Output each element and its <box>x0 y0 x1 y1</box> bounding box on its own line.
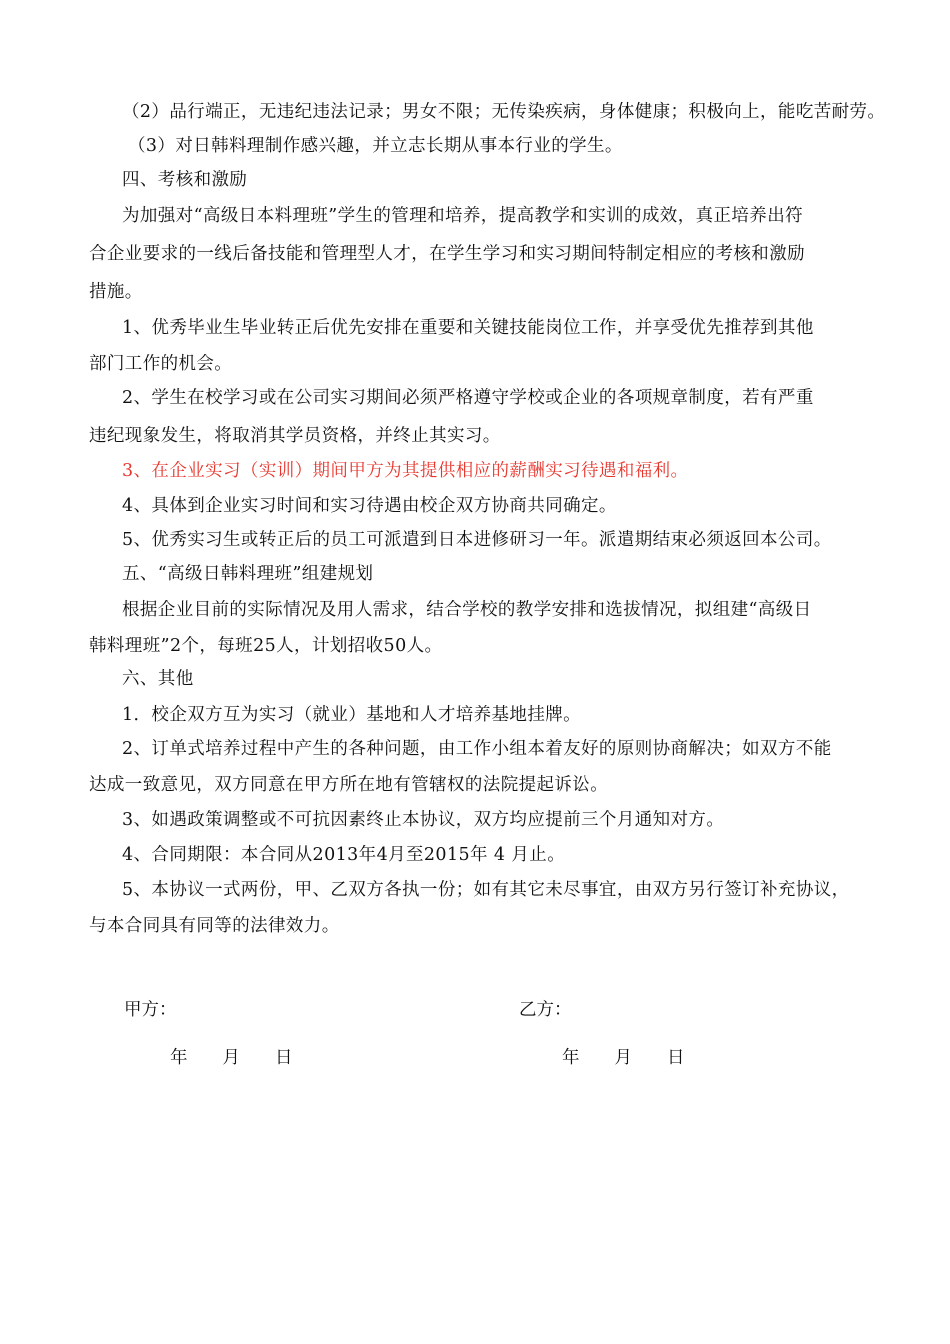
requirement-2: （2）品行端正，无违纪违法记录；男女不限；无传染疾病，身体健康；积极向上，能吃苦耐劳。 <box>122 102 886 122</box>
other-item-3: 3、如遇政策调整或不可抗因素终止本协议，双方均应提前三个月通知对方。 <box>122 810 725 830</box>
paragraph-line: 合企业要求的一线后备技能和管理型人才，在学生学习和实习期间特制定相应的考核和激励 <box>89 244 805 264</box>
paragraph-line: 达成一致意见，双方同意在甲方所在地有管辖权的法院提起诉讼。 <box>89 775 609 795</box>
other-item-2: 2、订单式培养过程中产生的各种问题，由工作小组本着友好的原则协商解决；如双方不能 <box>122 739 832 759</box>
incentive-item-3-highlighted: 3、在企业实习（实训）期间甲方为其提供相应的薪酬实习待遇和福利。 <box>122 461 689 481</box>
paragraph-line: 为加强对“高级日本料理班”学生的管理和培养，提高教学和实训的成效，真正培养出符 <box>122 206 803 226</box>
party-a-label: 甲方： <box>124 1000 177 1020</box>
paragraph-line: 韩料理班”2个，每班25人，计划招收50人。 <box>89 636 443 656</box>
incentive-item-5: 5、优秀实习生或转正后的员工可派遣到日本进修研习一年。派遣期结束必须返回本公司。 <box>122 530 832 550</box>
paragraph-line: 违纪现象发生，将取消其学员资格，并终止其实习。 <box>89 426 501 446</box>
other-item-5: 5、本协议一式两份，甲、乙双方各执一份；如有其它未尽事宜，由双方另行签订补充协议， <box>122 880 850 900</box>
requirement-3: （3）对日韩料理制作感兴趣，并立志长期从事本行业的学生。 <box>128 136 623 156</box>
party-b-date: 年 月 日 <box>562 1048 685 1068</box>
section-5-heading: 五、“高级日韩料理班”组建规划 <box>122 564 374 584</box>
paragraph-line: 措施。 <box>89 282 143 302</box>
other-item-4: 4、合同期限：本合同从2013年4月至2015年 4 月止。 <box>122 845 566 865</box>
party-a-date: 年 月 日 <box>170 1048 293 1068</box>
incentive-item-4: 4、具体到企业实习时间和实习待遇由校企双方协商共同确定。 <box>122 496 617 516</box>
section-4-heading: 四、考核和激励 <box>122 170 248 190</box>
party-b-label: 乙方： <box>519 1000 572 1020</box>
paragraph-line: 部门工作的机会。 <box>89 354 233 374</box>
paragraph-line: 根据企业目前的实际情况及用人需求，结合学校的教学安排和选拔情况，拟组建“高级日 <box>122 600 812 620</box>
section-6-heading: 六、其他 <box>122 669 194 689</box>
other-item-1: 1．校企双方互为实习（就业）基地和人才培养基地挂牌。 <box>122 705 582 725</box>
incentive-item-1: 1、优秀毕业生毕业转正后优先安排在重要和关键技能岗位工作，并享受优先推荐到其他 <box>122 318 814 338</box>
incentive-item-2: 2、学生在校学习或在公司实习期间必须严格遵守学校或企业的各项规章制度，若有严重 <box>122 388 814 408</box>
paragraph-line: 与本合同具有同等的法律效力。 <box>89 916 340 936</box>
